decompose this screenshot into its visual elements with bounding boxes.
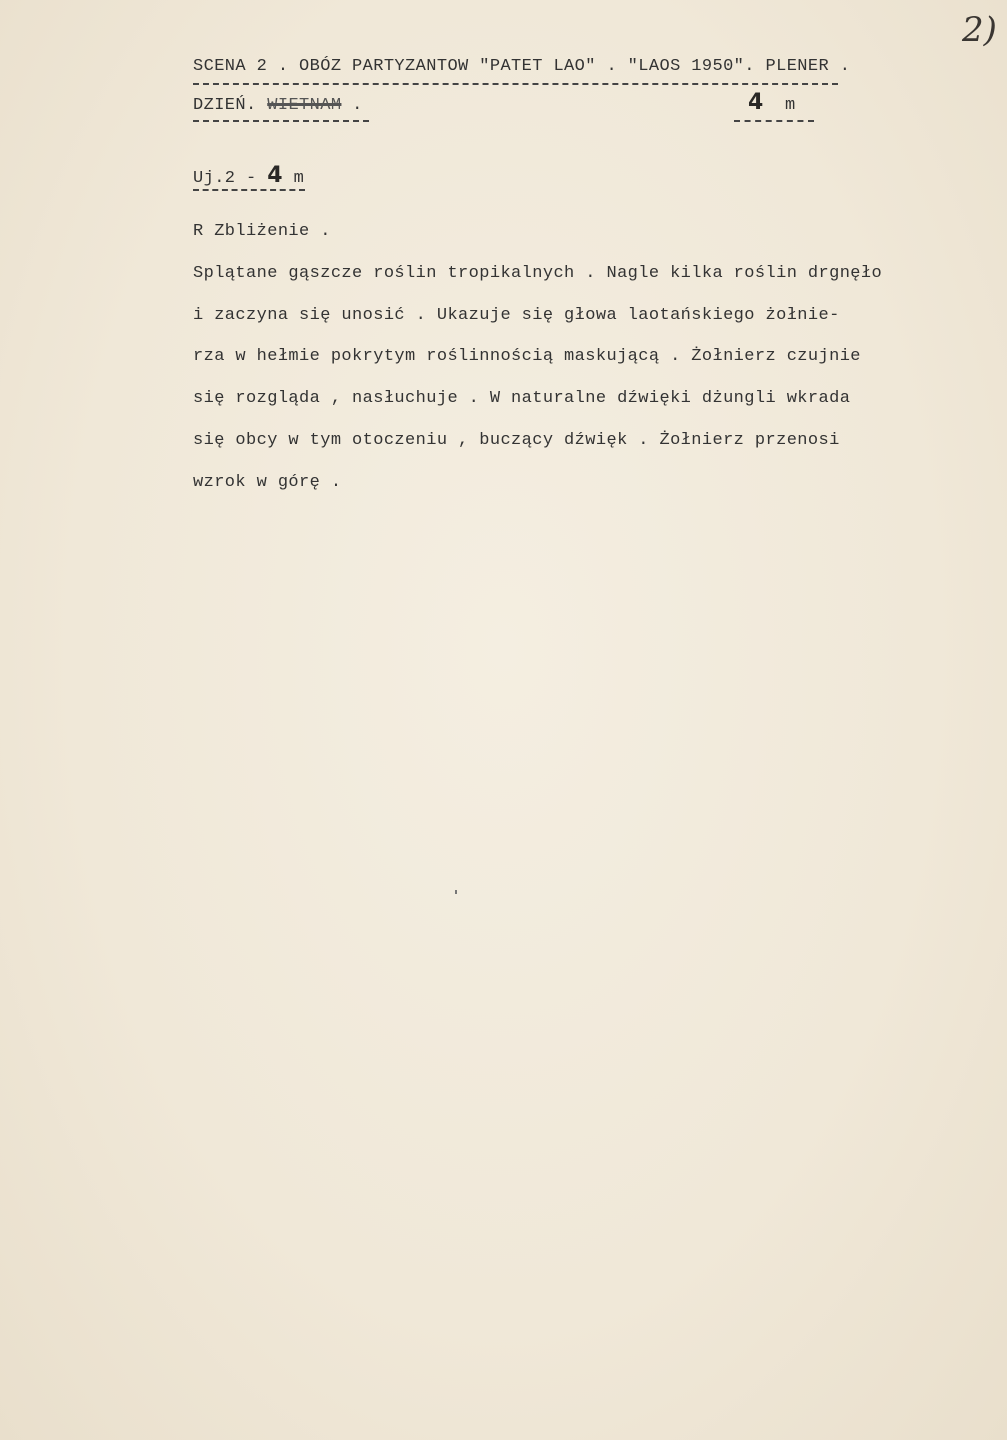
scene-length-underline (734, 120, 814, 122)
subheading-period: . (352, 96, 363, 115)
body-line: Splątane gąszcze roślin tropikalnych . Nagle kilka roślin drgnęło (193, 264, 883, 283)
body-line: i zaczyna się unosić . Ukazuje się głowa laotańskiego żołnie- (193, 306, 840, 325)
shot-heading-underline (193, 189, 305, 191)
scene-subheading-underline (193, 120, 369, 122)
scene-length-unit: m (784, 96, 796, 115)
day-label: DZIEŃ. (193, 96, 257, 115)
scene-heading-underline (193, 83, 838, 85)
shot-length-value: 4 (267, 163, 283, 188)
scene-heading: SCENA 2 . OBÓZ PARTYZANTOW "PATET LAO" . "LAOS 1950". PLENER . (193, 57, 851, 76)
shot-length-unit: m (293, 169, 305, 188)
body-line: rza w hełmie pokrytym roślinnością maskującą . Żołnierz czujnie (193, 347, 861, 366)
body-line: się rozgląda , nasłuchuje . W naturalne dźwięki dżungli wkrada (193, 389, 851, 408)
struck-location: WIETNAM (267, 96, 342, 115)
body-line: wzrok w górę . (193, 473, 342, 492)
page-number: 2) (962, 10, 997, 50)
body-line: się obcy w tym otoczeniu , buczący dźwięk . Żołnierz przenosi (193, 431, 840, 450)
shot-heading (193, 163, 304, 188)
scene-length-value: 4 (748, 90, 764, 115)
scene-length (748, 90, 796, 115)
shot-label: Uj.2 - (193, 169, 257, 188)
shot-type: R Zbliżenie . (193, 222, 331, 241)
scene-subheading (193, 96, 363, 115)
paper-speck (455, 890, 457, 894)
